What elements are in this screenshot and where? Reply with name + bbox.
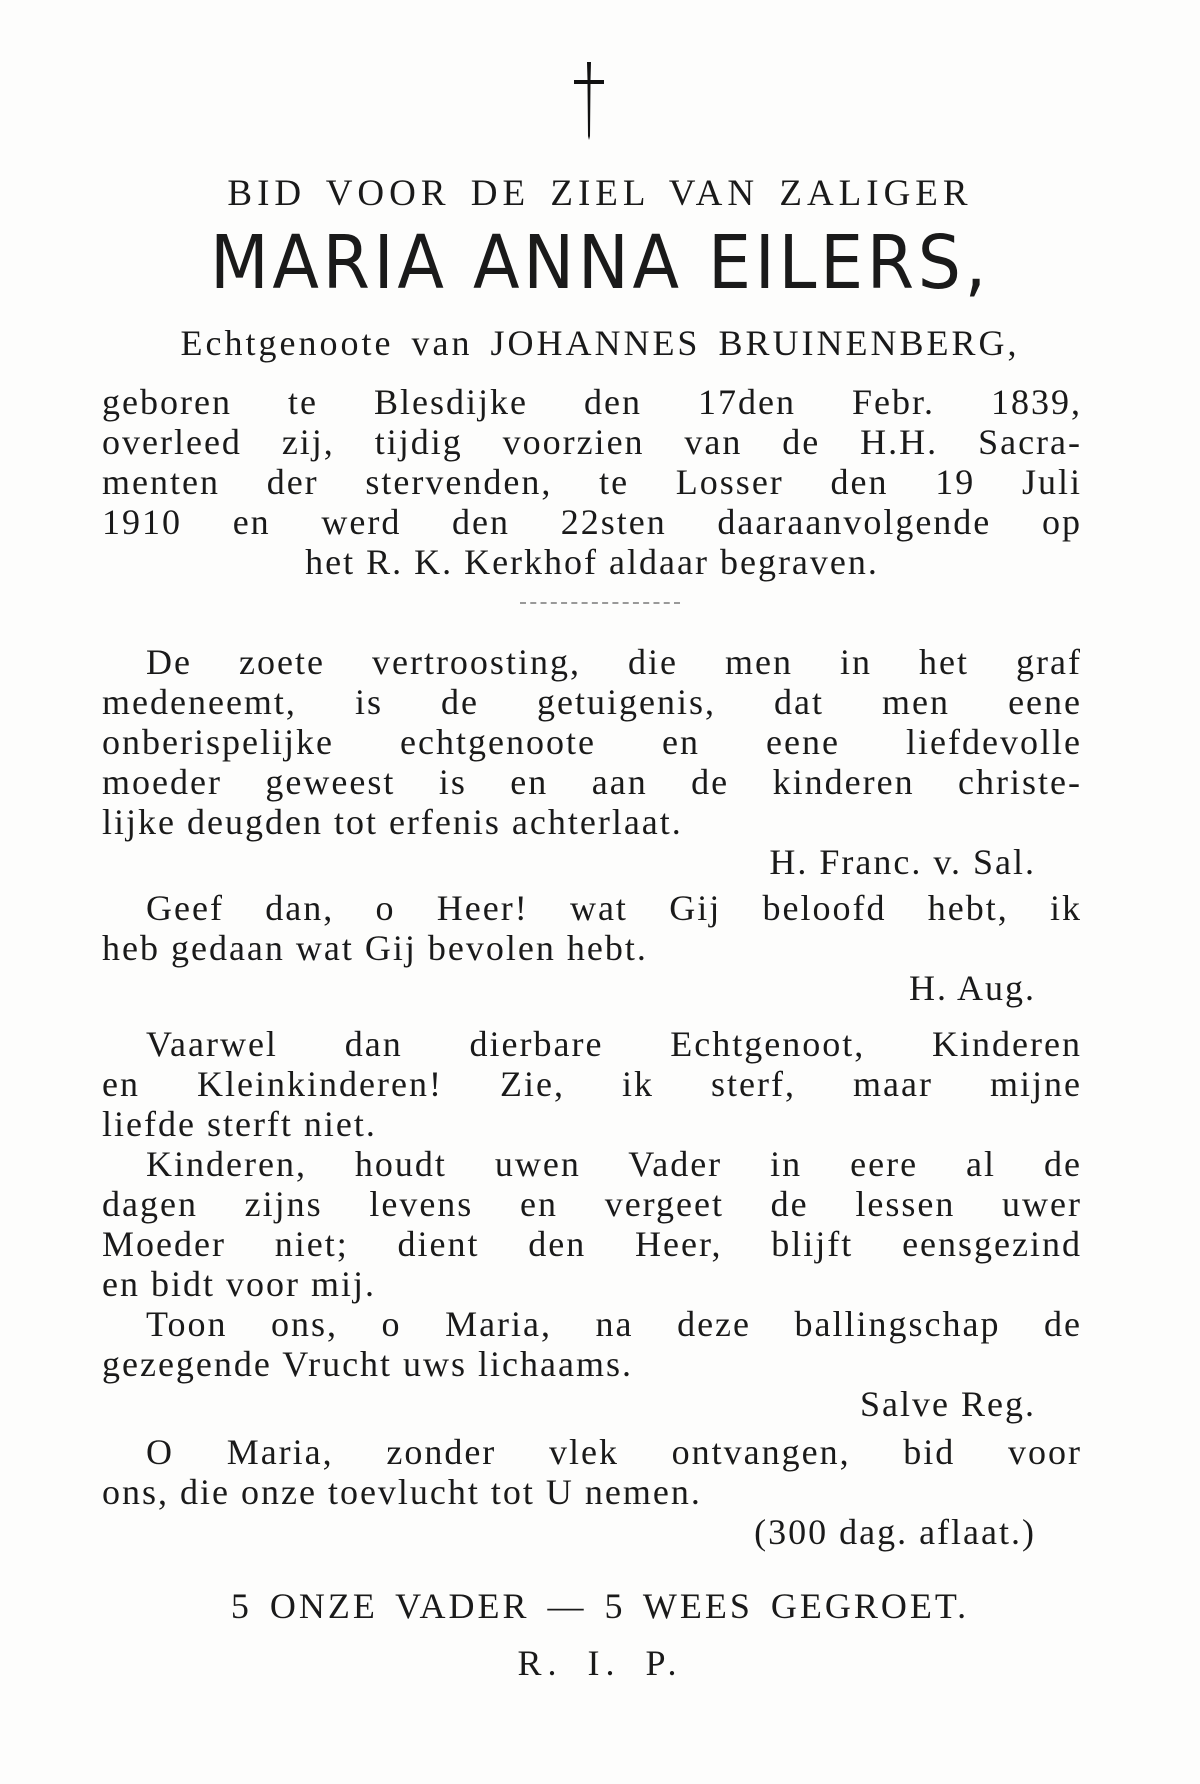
quote-line: onberispelijke echtgenoote en eene liefdevolle xyxy=(102,722,1082,762)
bio-line: 1910 en werd den 22sten daaraanvolgende op xyxy=(102,502,1082,542)
quote-line: moeder geweest is en aan de kinderen christe- xyxy=(102,762,1082,802)
bio-line: het R. K. Kerkhof aldaar begraven. xyxy=(305,542,879,582)
quote-line: O Maria, zonder vlek ontvangen, bid voor xyxy=(146,1432,1082,1472)
bio-line: menten der stervenden, te Losser den 19 Juli xyxy=(102,462,1082,502)
bio-line: overleed zij, tijdig voorzien van de H.H. Sacra- xyxy=(102,422,1082,462)
quote-line: liefde sterft niet. xyxy=(102,1104,377,1144)
bio-line: geboren te Blesdijke den 17den Febr. 1839, xyxy=(102,382,1082,422)
quote-line: Moeder niet; dient den Heer, blijft eensgezind xyxy=(102,1224,1082,1264)
quote-attribution: H. Aug. xyxy=(908,968,1036,1008)
quote-line: medeneemt, is de getuigenis, dat men eene xyxy=(102,682,1082,722)
quote-line: Kinderen, houdt uwen Vader in eere al de xyxy=(146,1144,1082,1184)
quote-line: De zoete vertroosting, die men in het graf xyxy=(146,642,1082,682)
quote-line: en bidt voor mij. xyxy=(102,1264,376,1304)
quote-line: gezegende Vrucht uws lichaams. xyxy=(102,1344,634,1384)
quote-line: lijke deugden tot erfenis achterlaat. xyxy=(102,802,683,842)
quote-line: Geef dan, o Heer! wat Gij beloofd hebt, ik xyxy=(146,888,1082,928)
deceased-name: MARIA ANNA EILERS, xyxy=(210,220,990,306)
quote-line: Toon ons, o Maria, na deze ballingschap de xyxy=(146,1304,1082,1344)
quote-francis-de-sales xyxy=(102,642,1082,882)
prayer-request: 5 ONZE VADER — 5 WEES GEGROET. xyxy=(230,1586,970,1626)
quote-attribution: (300 dag. aflaat.) xyxy=(754,1512,1036,1552)
marian-prayer xyxy=(102,1432,1082,1552)
quote-line: dagen zijns levens en vergeet de lessen uwer xyxy=(102,1184,1082,1224)
divider xyxy=(520,602,680,604)
quote-line: Vaarwel dan dierbare Echtgenoot, Kinderen xyxy=(146,1024,1082,1064)
spouse-line: Echtgenoote van JOHANNES BRUINENBERG, xyxy=(180,323,1020,363)
quote-line: en Kleinkinderen! Zie, ik sterf, maar mijne xyxy=(102,1064,1082,1104)
quote-line: heb gedaan wat Gij bevolen hebt. xyxy=(102,928,648,968)
quote-line: ons, die onze toevlucht tot U nemen. xyxy=(102,1472,702,1512)
rip-text: R. I. P. xyxy=(517,1643,683,1683)
farewell-text xyxy=(102,1024,1082,1424)
quote-augustine xyxy=(102,888,1082,1008)
cross-icon xyxy=(566,60,612,140)
biography xyxy=(102,382,1082,582)
quote-attribution: Salve Reg. xyxy=(860,1384,1036,1424)
intro-heading: BID VOOR DE ZIEL VAN ZALIGER xyxy=(227,173,973,214)
quote-attribution: H. Franc. v. Sal. xyxy=(769,842,1036,882)
